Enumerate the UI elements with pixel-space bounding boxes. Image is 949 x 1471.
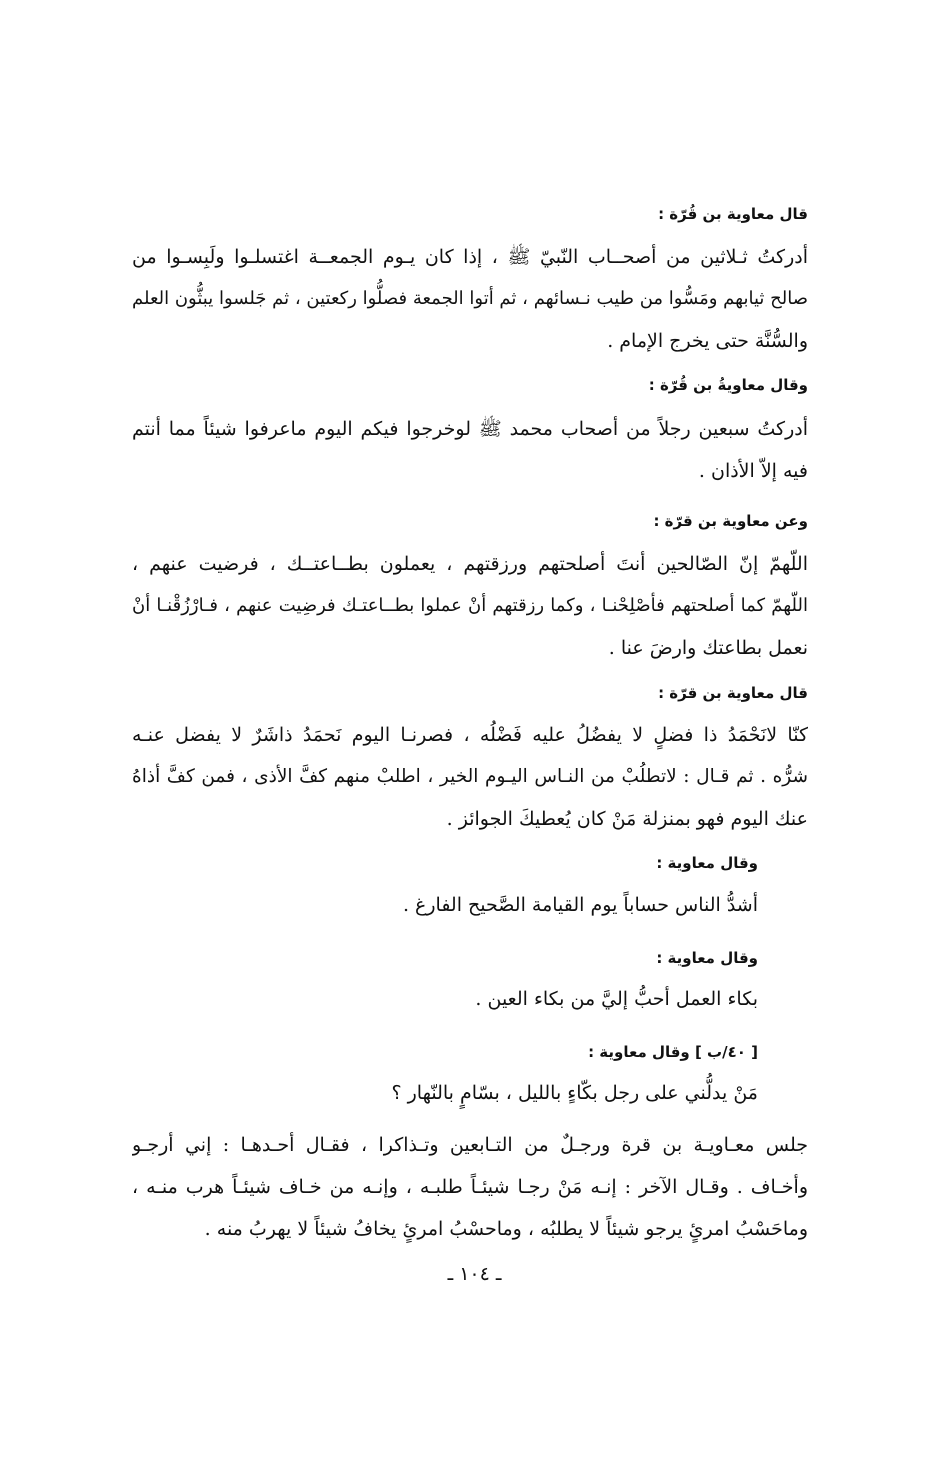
text-line: مَنْ يدلُّني على رجل بكّاءٍ بالليل ، بسّامٍ بالنّهار ؟	[391, 1082, 758, 1104]
text-line: بكاء العمل أحبُّ إليَّ من بكاء العين .	[475, 988, 758, 1010]
text-line: صالح ثيابهم ومَسُّوا من طيب نـسائهم ، ثم أتوا الجمعة فصلُّوا ركعتين ، ثم جَلسوا يبثُّون العلم	[132, 288, 808, 309]
text-line: اللّهمّ إنّ الصّالحين أنتَ أصلحتهم ورزقتهم ، يعملون بطــاعتــك ، فرضيت عنهم ،	[132, 553, 808, 575]
text-line: وماحَسْبُ امرئٍ يرجو شيئاً لا يطلبُه ، وماحسْبُ امرئٍ يخافُ شيئاً لا يهربُ منه .	[204, 1218, 808, 1240]
text-line: شرُّه . ثم قـال : لاتطلُبْ من النـاس اليـوم الخير ، اطلبْ منهم كفَّ الأذى ، فمن كفَّ أذاهُ	[132, 766, 808, 787]
section-3-paragraph	[132, 543, 808, 669]
section-heading: [ ٤٠/ب ] وقال معاوية :	[588, 1043, 758, 1061]
section-heading: وعن معاوية بن قرّة :	[653, 512, 808, 530]
section-heading: وقال معاوية :	[656, 949, 758, 967]
section-1-paragraph	[132, 236, 808, 362]
final-paragraph	[132, 1124, 808, 1250]
short-section-1-text	[132, 884, 758, 926]
short-section-2	[132, 947, 758, 969]
section-heading: وقال معاوية :	[656, 854, 758, 872]
page-number: ـ ١٠٤ ـ	[447, 1263, 502, 1285]
text-line: فيه إلاّ الأذان .	[698, 460, 808, 482]
short-section-3	[132, 1041, 758, 1063]
text-line: نعمل بطاعتك وارضَ عنا .	[608, 637, 808, 659]
text-line: جلس معـاويـة بن قرة ورجـلٌ من التـابعين وتـذاكرا ، فقـال أحـدهـا : إني أرجـو	[132, 1134, 808, 1156]
text-line: أدركتُ سبعين رجلاً من أصحاب محمد ﷺ لوخرجوا فيكم اليوم ماعرفوا شيئاً مما أنتم	[132, 418, 808, 440]
section-1	[132, 203, 808, 225]
section-2	[132, 374, 808, 396]
section-4-paragraph	[132, 714, 808, 840]
text-line: والسُّنَّة حتى يخرج الإمام .	[607, 330, 808, 352]
section-4	[132, 682, 808, 704]
text-line: وأخـاف . وقـال الآخر : إنـه مَنْ رجـا شيئـاً طلبـه ، وإنـه من خـاف شيئـاً هرب منـه ،	[132, 1176, 808, 1198]
section-2-paragraph	[132, 408, 808, 492]
text-line: عنك اليوم فهو بمنزلة مَنْ كان يُعطيكَ الجوائز .	[446, 808, 808, 830]
short-section-1	[132, 852, 758, 874]
section-heading: قال معاوية بن قُرّة :	[658, 205, 808, 223]
text-line: اللّهمّ كما أصلحتهم فأصْلِحْنـا ، وكما رزقتهم أنْ عملوا بطــاعتـك فرضِيت عنهم ، فـارْزُقْنـا أنْ	[132, 595, 808, 616]
text-line: أدركتُ ثـلاثين من أصحــاب النّبيّ ﷺ ، إذا كان يـوم الجمعــة اغتسلـوا ولَبِسـوا من	[132, 246, 808, 268]
short-section-3-text	[132, 1072, 758, 1114]
text-line: أشدُّ الناس حساباً يوم القيامة الصَّحيح الفارغ .	[402, 894, 758, 916]
short-section-2-text	[132, 978, 758, 1020]
section-heading: وقال معاويةُ بن قُرّة :	[648, 376, 808, 394]
section-heading: قال معاوية بن قرّة :	[658, 684, 808, 702]
text-line: كنّا لانَحْمَدُ ذا فضلٍ لا يفضُلُ عليه فَضْلُه ، فصرنـا اليوم نَحمَدُ ذاشَرٌ لا يفضل عنـه	[132, 724, 808, 746]
section-3	[132, 510, 808, 532]
